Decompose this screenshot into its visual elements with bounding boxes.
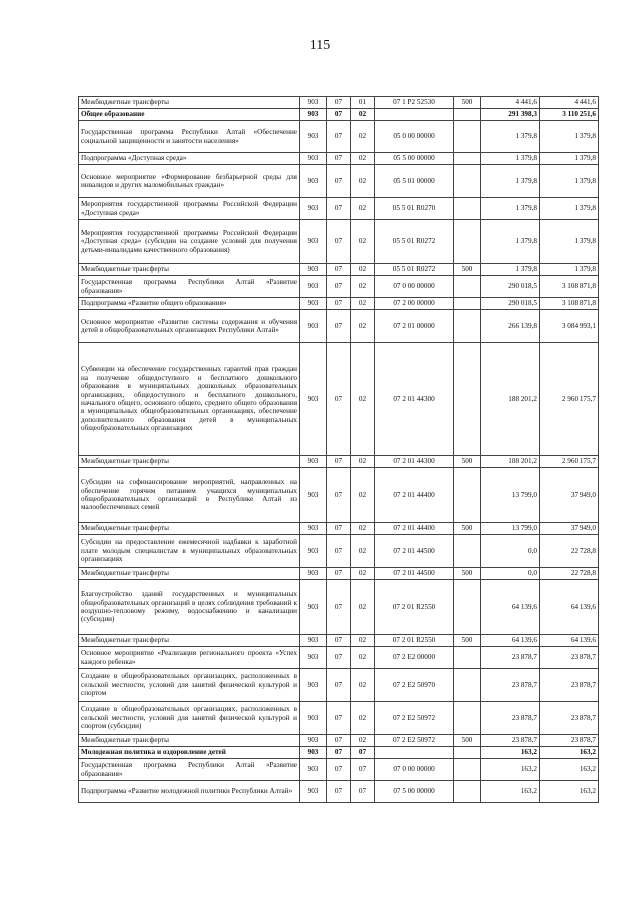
cell-name: Межбюджетные трансферты [79,735,300,747]
cell-sum-2: 23 878,7 [540,735,599,747]
cell-sum-1: 23 878,7 [481,702,540,735]
cell-sum-1: 64 139,6 [481,580,540,635]
cell-rz: 07 [327,276,351,298]
cell-sum-1: 0,0 [481,535,540,568]
cell-name: Подпрограмма «Развитие молодежной политики Республики Алтай» [79,781,300,803]
cell-rz: 07 [327,735,351,747]
cell-sum-2: 2 960 175,7 [540,343,599,456]
cell-vr [454,220,481,264]
cell-sum-1: 188 201,2 [481,456,540,468]
cell-ved: 903 [300,220,327,264]
cell-name: Молодежная политика и оздоровление детей [79,747,300,759]
cell-sum-1: 23 878,7 [481,669,540,702]
cell-name: Основное мероприятие «Формирование безбарьерной среды для инвалидов и других маломобильных граждан» [79,165,300,198]
cell-vr [454,121,481,153]
cell-ved: 903 [300,735,327,747]
cell-pr: 02 [351,298,375,310]
table-row [79,580,599,635]
cell-ved: 903 [300,669,327,702]
cell-ved: 903 [300,747,327,759]
cell-vr [454,276,481,298]
cell-csr: 05 5 01 R0272 [375,220,454,264]
cell-rz: 07 [327,264,351,276]
cell-name: Субвенции на обеспечение государственных гарантий прав граждан на получение общедоступного и бесплатного дошкольного образования в муниципальных дошкольных образовательных организациях, общедоступного и бесплатного дошкольного, начального общего, основного общего, среднего общего образования в муниципальных общеобразовательных организациях, обеспечение дополнительного образования детей в муниципальных общеобразовательных организациях [79,343,300,456]
cell-csr: 05 5 01 R0270 [375,198,454,220]
cell-pr: 02 [351,276,375,298]
cell-ved: 903 [300,264,327,276]
cell-vr [454,198,481,220]
cell-pr: 02 [351,198,375,220]
cell-csr: 07 2 01 44300 [375,343,454,456]
cell-name: Государственная программа Республики Алтай «Развитие образования» [79,276,300,298]
cell-ved: 903 [300,702,327,735]
cell-rz: 07 [327,635,351,647]
table-row [79,781,599,803]
cell-ved: 903 [300,781,327,803]
cell-rz: 07 [327,298,351,310]
cell-vr [454,669,481,702]
cell-vr [454,580,481,635]
cell-csr: 07 2 01 44500 [375,535,454,568]
cell-ved: 903 [300,97,327,109]
cell-vr: 500 [454,456,481,468]
cell-name: Подпрограмма «Доступная среда» [79,153,300,165]
cell-csr: 07 1 P2 52530 [375,97,454,109]
table-row [79,759,599,781]
cell-name: Подпрограмма «Развитие общего образования» [79,298,300,310]
cell-pr: 02 [351,635,375,647]
cell-rz: 07 [327,109,351,121]
cell-csr: 07 2 E2 50970 [375,669,454,702]
table-row [79,468,599,523]
table-row [79,165,599,198]
cell-ved: 903 [300,165,327,198]
cell-name: Основное мероприятие «Реализация регионального проекта «Успех каждого ребенка» [79,647,300,669]
cell-name: Благоустройство зданий государственных и муниципальных общеобразовательных организаций в целях соблюдения требований к воздушно-тепловому режиму, водоснабжению и канализации (субсидии) [79,580,300,635]
cell-sum-1: 1 379,8 [481,220,540,264]
cell-csr: 05 5 01 R0272 [375,264,454,276]
cell-rz: 07 [327,702,351,735]
table-row [79,343,599,456]
cell-ved: 903 [300,298,327,310]
cell-vr [454,343,481,456]
cell-sum-1: 163,2 [481,759,540,781]
table-row [79,735,599,747]
cell-sum-2: 3 108 871,8 [540,298,599,310]
cell-pr: 02 [351,523,375,535]
cell-pr: 02 [351,669,375,702]
budget-table [78,96,599,803]
cell-sum-2: 163,2 [540,759,599,781]
cell-csr: 07 5 00 00000 [375,781,454,803]
cell-rz: 07 [327,165,351,198]
cell-csr: 07 2 E2 00000 [375,647,454,669]
cell-vr [454,468,481,523]
cell-vr [454,781,481,803]
cell-rz: 07 [327,121,351,153]
table-row [79,121,599,153]
cell-vr [454,310,481,343]
cell-csr: 07 2 01 44400 [375,468,454,523]
cell-name: Межбюджетные трансферты [79,523,300,535]
table-row [79,669,599,702]
cell-ved: 903 [300,153,327,165]
cell-sum-2: 22 728,8 [540,535,599,568]
cell-csr: 07 0 00 00000 [375,759,454,781]
cell-csr: 07 2 00 00000 [375,298,454,310]
cell-pr: 02 [351,702,375,735]
cell-csr: 07 2 01 00000 [375,310,454,343]
cell-sum-2: 22 728,8 [540,568,599,580]
cell-ved: 903 [300,568,327,580]
table-row [79,97,599,109]
table-row [79,702,599,735]
cell-sum-2: 23 878,7 [540,669,599,702]
cell-rz: 07 [327,343,351,456]
cell-name: Межбюджетные трансферты [79,568,300,580]
cell-ved: 903 [300,635,327,647]
cell-sum-2: 3 110 251,6 [540,109,599,121]
cell-pr: 02 [351,647,375,669]
cell-sum-1: 291 398,3 [481,109,540,121]
table-row [79,153,599,165]
cell-pr: 02 [351,735,375,747]
cell-rz: 07 [327,535,351,568]
table-row [79,109,599,121]
cell-sum-1: 1 379,8 [481,198,540,220]
cell-vr: 500 [454,264,481,276]
cell-rz: 07 [327,468,351,523]
table-row [79,264,599,276]
cell-sum-2: 1 379,8 [540,153,599,165]
cell-ved: 903 [300,647,327,669]
cell-ved: 903 [300,310,327,343]
cell-vr: 500 [454,735,481,747]
cell-pr: 02 [351,468,375,523]
cell-vr: 500 [454,635,481,647]
cell-ved: 903 [300,343,327,456]
page-number: 115 [309,38,331,53]
cell-vr: 500 [454,568,481,580]
cell-rz: 07 [327,568,351,580]
cell-ved: 903 [300,580,327,635]
cell-sum-1: 23 878,7 [481,735,540,747]
cell-sum-2: 1 379,8 [540,165,599,198]
cell-pr: 07 [351,747,375,759]
cell-sum-1: 266 139,8 [481,310,540,343]
cell-sum-2: 163,2 [540,781,599,803]
cell-ved: 903 [300,759,327,781]
cell-csr: 05 5 00 00000 [375,153,454,165]
table-row [79,198,599,220]
cell-pr: 07 [351,759,375,781]
table-row [79,523,599,535]
cell-pr: 02 [351,568,375,580]
cell-vr [454,759,481,781]
cell-sum-2: 1 379,8 [540,220,599,264]
cell-csr: 05 5 01 00000 [375,165,454,198]
cell-pr: 02 [351,264,375,276]
cell-name: Межбюджетные трансферты [79,97,300,109]
cell-sum-2: 37 949,0 [540,523,599,535]
cell-pr: 01 [351,97,375,109]
cell-vr [454,298,481,310]
cell-rz: 07 [327,759,351,781]
cell-rz: 07 [327,456,351,468]
cell-name: Государственная программа Республики Алтай «Обеспечение социальной защищенности и занятости населения» [79,121,300,153]
cell-sum-2: 4 441,6 [540,97,599,109]
cell-name: Межбюджетные трансферты [79,264,300,276]
cell-name: Государственная программа Республики Алтай «Развитие образования» [79,759,300,781]
cell-vr [454,702,481,735]
cell-pr: 02 [351,535,375,568]
cell-rz: 07 [327,310,351,343]
cell-pr: 02 [351,121,375,153]
cell-sum-2: 64 139,6 [540,580,599,635]
cell-rz: 07 [327,220,351,264]
cell-rz: 07 [327,781,351,803]
cell-csr [375,109,454,121]
cell-sum-1: 163,2 [481,781,540,803]
cell-sum-1: 64 139,6 [481,635,540,647]
cell-sum-1: 13 799,0 [481,523,540,535]
cell-ved: 903 [300,109,327,121]
cell-name: Создание в общеобразовательных организациях, расположенных в сельской местности, условий для занятий физической культурой и спортом [79,669,300,702]
cell-vr [454,535,481,568]
cell-vr [454,647,481,669]
cell-ved: 903 [300,535,327,568]
cell-ved: 903 [300,468,327,523]
table-row [79,276,599,298]
cell-pr: 02 [351,580,375,635]
cell-rz: 07 [327,747,351,759]
cell-sum-2: 1 379,8 [540,121,599,153]
table-row [79,647,599,669]
cell-pr: 02 [351,109,375,121]
cell-sum-1: 290 018,5 [481,298,540,310]
cell-rz: 07 [327,97,351,109]
cell-csr: 07 2 01 44400 [375,523,454,535]
cell-vr [454,109,481,121]
cell-sum-2: 1 379,8 [540,198,599,220]
cell-csr: 07 2 01 44300 [375,456,454,468]
table-row [79,747,599,759]
cell-sum-2: 23 878,7 [540,702,599,735]
cell-name: Межбюджетные трансферты [79,635,300,647]
cell-sum-1: 0,0 [481,568,540,580]
cell-csr: 07 2 01 R2550 [375,635,454,647]
cell-sum-1: 188 201,2 [481,343,540,456]
cell-name: Создание в общеобразовательных организациях, расположенных в сельской местности, условий для занятий физической культурой и спортом (субсидии) [79,702,300,735]
cell-sum-2: 163,2 [540,747,599,759]
cell-rz: 07 [327,153,351,165]
table-row [79,535,599,568]
cell-name: Субсидии на софинансирование мероприятий, направленных на обеспечение горячим питанием учащихся муниципальных общеобразовательных организаций в Республике Алтай из малообеспеченных семей [79,468,300,523]
cell-pr: 07 [351,781,375,803]
table-row [79,310,599,343]
cell-sum-1: 163,2 [481,747,540,759]
cell-name: Межбюджетные трансферты [79,456,300,468]
cell-ved: 903 [300,456,327,468]
table-body [79,97,599,803]
cell-ved: 903 [300,523,327,535]
cell-sum-1: 1 379,8 [481,121,540,153]
cell-csr: 07 2 01 44500 [375,568,454,580]
cell-csr: 07 0 00 00000 [375,276,454,298]
cell-sum-1: 1 379,8 [481,153,540,165]
table-row [79,635,599,647]
cell-sum-2: 64 139,6 [540,635,599,647]
cell-rz: 07 [327,580,351,635]
cell-name: Основное мероприятие «Развитие системы содержания и обучения детей в общеобразовательных организациях Республики Алтай» [79,310,300,343]
cell-csr: 07 2 E2 50972 [375,702,454,735]
cell-name: Мероприятия государственной программы Российской Федерации «Доступная среда» [79,198,300,220]
cell-name: Субсидии на предоставление ежемесячной надбавки к заработной плате молодым специалистам в муниципальных образовательных организациях [79,535,300,568]
cell-csr: 07 2 E2 50972 [375,735,454,747]
cell-csr [375,747,454,759]
cell-sum-2: 3 084 993,1 [540,310,599,343]
cell-pr: 02 [351,153,375,165]
cell-pr: 02 [351,343,375,456]
cell-pr: 02 [351,456,375,468]
table-row [79,456,599,468]
cell-pr: 02 [351,220,375,264]
cell-vr: 500 [454,523,481,535]
cell-sum-1: 13 799,0 [481,468,540,523]
cell-rz: 07 [327,647,351,669]
cell-ved: 903 [300,276,327,298]
cell-vr: 500 [454,97,481,109]
cell-pr: 02 [351,165,375,198]
cell-sum-1: 290 018,5 [481,276,540,298]
cell-sum-2: 3 108 871,8 [540,276,599,298]
table-row [79,298,599,310]
cell-pr: 02 [351,310,375,343]
cell-sum-2: 2 960 175,7 [540,456,599,468]
cell-sum-2: 37 949,0 [540,468,599,523]
table-row [79,220,599,264]
cell-rz: 07 [327,198,351,220]
cell-rz: 07 [327,523,351,535]
cell-vr [454,747,481,759]
cell-csr: 07 2 01 R2550 [375,580,454,635]
table-row [79,568,599,580]
cell-sum-2: 1 379,8 [540,264,599,276]
cell-vr [454,165,481,198]
cell-sum-1: 23 878,7 [481,647,540,669]
cell-sum-1: 1 379,8 [481,165,540,198]
cell-ved: 903 [300,198,327,220]
cell-sum-1: 1 379,8 [481,264,540,276]
cell-rz: 07 [327,669,351,702]
cell-name: Мероприятия государственной программы Российской Федерации «Доступная среда» (субсидии на создание условий для получения детьми-инвалидами качественного образования) [79,220,300,264]
cell-csr: 05 0 00 00000 [375,121,454,153]
cell-sum-1: 4 441,6 [481,97,540,109]
cell-vr [454,153,481,165]
cell-ved: 903 [300,121,327,153]
cell-sum-2: 23 878,7 [540,647,599,669]
cell-name: Общее образование [79,109,300,121]
